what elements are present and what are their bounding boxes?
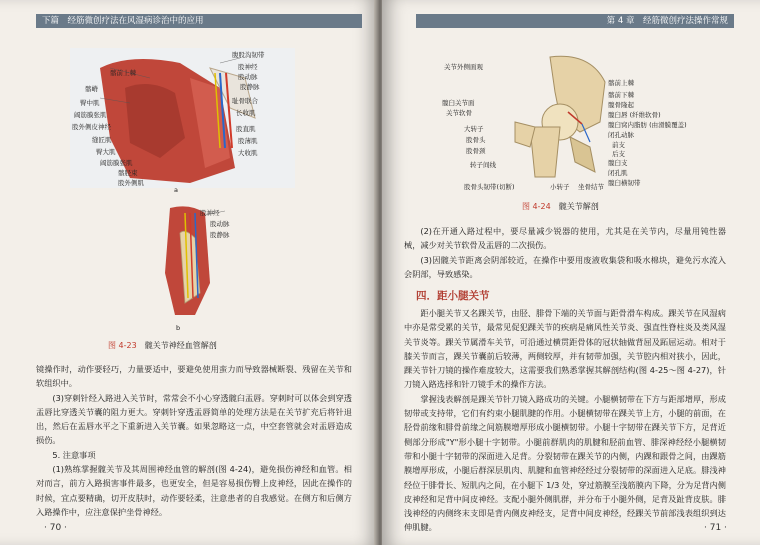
fig-label: 关节外侧面观 (444, 63, 483, 71)
fig-a-label: 股直肌 (236, 125, 256, 133)
paragraph: 掌握浅表解剖是踝关节针刀镜入路成功的关键。小腿横韧带在下方与距部增厚，形成韧带或支持带，它们有约束小腿肌腱的作用。小腿横韧带在踝关节上方，小腿的前面，在胫骨前缘和腓骨前缘之间筋膜增厚形成小腿横韧带。小腿十字韧带在踝关节下方，足背近侧部分形成"Y"形小腿十字韧带。小腿前群肌肉的肌腱和胫前血管、腓深神经经小腿横韧带和小腿十字韧带的深面进入足背。分裂韧带在踝关节的内侧，内踝和跟骨之间，由踝筋膜增厚形成，小腿后群深层肌肉、肌腱和血管神经经过分裂韧带的深面进入足底。腓浅神经位于腓骨长、短肌内之间，在小腿下 1/3 处，穿过筋膜至浅筋膜内下降，分为足背内侧皮神经和足背中间皮神经。支配小腿外侧肌群，并分布于小腿外侧，足背及趾背皮肤。腓浅神经的内侧终末支即是背内侧皮神经支，足背中间皮神经，经踝关节前部浅表组织到达伸肌腱。 (404, 393, 726, 533)
fig-label: 髋臼横韧带 (608, 179, 641, 187)
fig-a-label: 耻骨联合 (232, 97, 258, 105)
running-header-left: 下篇 经筋微创疗法在风湿病诊治中的应用 (36, 14, 362, 28)
fig-a-label: 阔筋膜张肌 (74, 111, 107, 119)
fig-label: 关节软骨 (446, 109, 472, 117)
left-page (0, 0, 378, 545)
fig-a-label: 大收肌 (238, 149, 258, 157)
fig-label: 髂前上棘 (608, 79, 634, 87)
fig-a-label: 股神经 (238, 63, 258, 71)
fig-a-label: 臀大肌 (96, 148, 116, 156)
right-body-text-top (404, 224, 726, 281)
figure-caption (522, 201, 599, 212)
fig-label: 髋臼唇 (纤维软骨) (608, 111, 661, 119)
fig-a-label: 股薄肌 (238, 137, 258, 145)
right-body-text-bottom (404, 306, 726, 535)
page-number: · 71 · (704, 523, 727, 533)
fig-label: 闭孔动脉 (608, 131, 634, 139)
paragraph: (2)在开通入路过程中，要尽量减少锐器的使用，尤其是在关节内，尽量用钝性器械，减少对关节软骨及盂唇的二次损伤。 (404, 226, 726, 251)
fig-label: 髋臼窝内脂肪 (由滑膜覆盖) (608, 121, 687, 129)
fig-a-label: 股外侧皮神经 (72, 123, 111, 131)
fig-b-sublabel: b (176, 324, 181, 332)
fig-b-label: 股神经 (200, 209, 220, 217)
fig-b-label: 股静脉 (210, 231, 230, 239)
fig-label: 闭孔肌 (608, 169, 628, 177)
figure-number: 图 4-24 (522, 202, 551, 211)
fig-label: 转子间线 (470, 161, 496, 169)
fig-label: 坐骨结节 (578, 183, 604, 191)
fig-label: 髂前下棘 (608, 91, 634, 99)
fig-a-sublabel: a (174, 186, 178, 194)
fig-label: 髋骨隆起 (608, 101, 634, 109)
figure-title: 髋关节神经血管解剖 (144, 341, 217, 350)
fig-a-label: 长收肌 (236, 109, 256, 117)
fig-label: 小转子 (550, 183, 570, 191)
figure-caption (108, 340, 217, 351)
figure-number: 图 4-23 (108, 341, 137, 350)
paragraph: 镜操作时，动作要轻巧，力量要适中，要避免使用蛮力而导致器械断裂、残留在关节和软组织中。 (36, 364, 352, 389)
figure-title: 髋关节解剖 (558, 202, 599, 211)
fig-label: 股骨头韧带(切断) (464, 183, 515, 191)
fig-label: 大转子 (464, 125, 484, 133)
fig-a-label: 阔筋膜张肌 (100, 159, 133, 167)
figure-4-24 (510, 52, 610, 182)
fig-a-label: 股外侧肌 (118, 179, 144, 187)
fig-a-label: 缝匠肌 (92, 136, 112, 144)
subheading: 5. 注意事项 (52, 449, 96, 460)
fig-label: 后支 (612, 150, 625, 158)
paragraph: (1)熟练掌握髋关节及其周围神经血管的解剖(图 4-24)，避免损伤神经和血管。相对而言，前方入路损害事件最多，也更安全，但是容易损伤臀上皮神经，因此在操作的时候，宜点要精确，切开皮肤时，动作要轻柔，注意患者的自我感觉。在侧方和后侧方入路操作中，应注意保护坐骨神经。 (36, 464, 352, 517)
fig-a-label: 髂前上棘 (110, 69, 136, 77)
paragraph: 距小腿关节又名踝关节，由胫、腓骨下端的关节面与距骨滑车构成。踝关节在风湿病中亦是常受累的关节，最常见促犯踝关节的疾病是痛风性关节炎、强直性脊柱炎及类风湿关节炎等。踝关节属滑车关节，可沿通过横贯距骨体的冠状轴做背屈及跖屈运动。相对于膝关节而言，踝关节囊前后较薄，两侧较厚，并有韧带加强，关节腔内相对狭小，因此，踝关节针刀镜的操作难度较大，这需要我们熟悉掌握其解剖结构(图 4-25～图 4-27)，针刀镜入路选择和针刀镜手术的操作方法。 (404, 308, 726, 390)
left-body-text (36, 362, 352, 519)
fig-a-label: 髂嵴 (85, 85, 98, 93)
fig-label: 股骨头 (466, 136, 486, 144)
fig-b-label: 股动脉 (210, 220, 230, 228)
fig-a-label: 臀中肌 (80, 99, 100, 107)
right-page (382, 0, 760, 545)
fig-a-label: 股动脉 (238, 73, 258, 81)
fig-a-label: 髂胫束 (118, 169, 138, 177)
fig-label: 髋臼支 (608, 159, 628, 167)
page-number: · 70 · (44, 523, 67, 533)
fig-label: 股骨颈 (466, 147, 486, 155)
running-header-right: 第 4 章 经筋微创疗法操作常规 (416, 14, 734, 28)
fig-a-label: 腹股沟韧带 (232, 51, 265, 59)
paragraph: (3)因髋关节距离会阴部较近，在操作中要用废液收集袋和吸水棉块，避免污水流入会阴部，导致感染。 (404, 254, 726, 279)
section-title: 四．距小腿关节 (416, 290, 490, 302)
paragraph: (3)穿刺针经入路进入关节时，常常会不小心穿透髋臼盂唇。穿刺时可以体会到穿透盂唇比穿透关节囊的阻力更大。穿刺针穿透盂唇简单的处理方法是在关节扩充后将针退出，然后在盂唇水平之下重新进入关节囊。如果忽略这一点，中空套管就会对盂唇造成损伤。 (36, 392, 352, 446)
fig-label: 前支 (612, 141, 625, 149)
fig-label: 髋臼关节面 (442, 99, 475, 107)
fig-a-label: 股静脉 (240, 83, 260, 91)
